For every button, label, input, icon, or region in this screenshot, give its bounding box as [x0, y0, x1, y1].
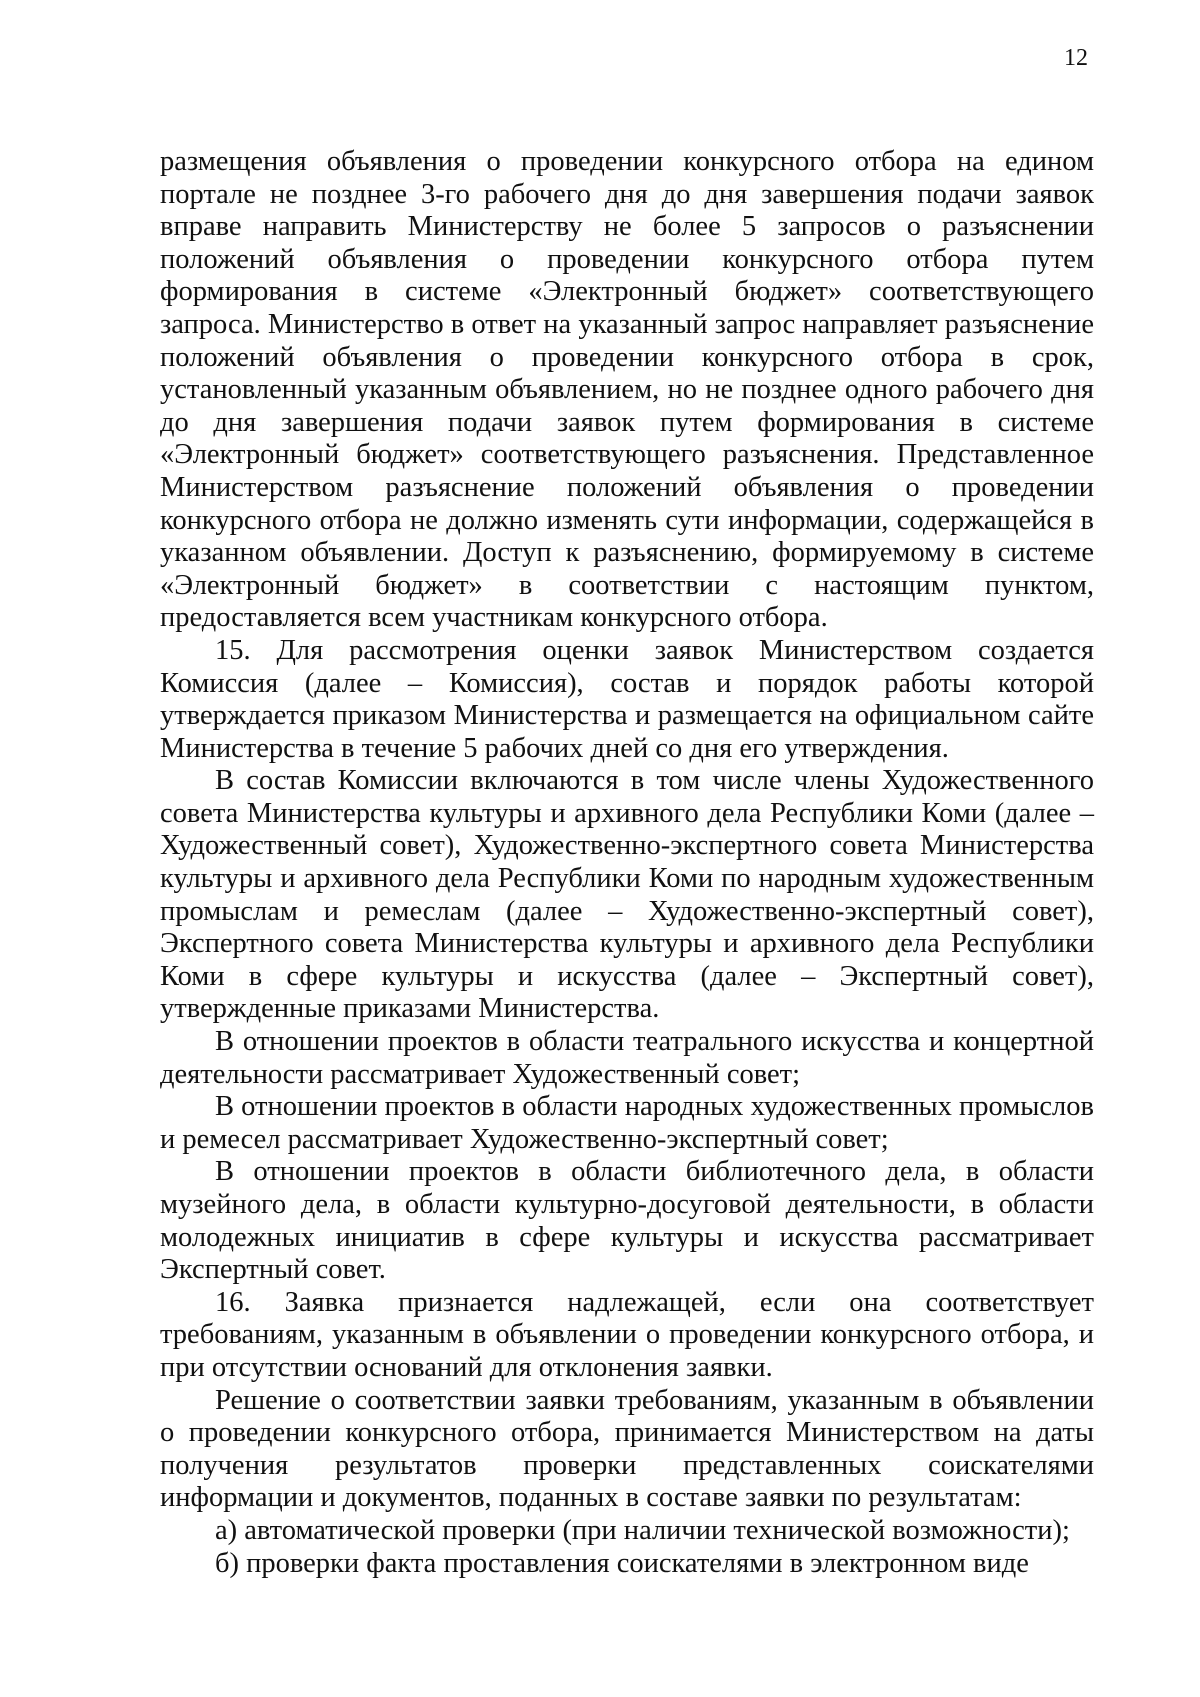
paragraph-folk-crafts-projects: В отношении проектов в области народных художественных промыслов и ремесел рассматривает Художественно-экспертный совет;	[160, 1091, 1094, 1155]
document-body	[160, 146, 1094, 1580]
paragraph-commission-composition: В состав Комиссии включаются в том числе члены Художественного совета Министерства культуры и архивного дела Республики Коми (далее – Художественный совет), Художественно-экспертного совета Министерства культуры и архивного дела Республики Коми по народным художественным промыслам и ремеслам (далее – Художественно-экспертный совет), Экспертного совета Министерства культуры и архивного дела Республики Коми в сфере культуры и искусства (далее – Экспертный совет), утвержденные приказами Министерства.	[160, 765, 1094, 1025]
page-number: 12	[1064, 45, 1088, 71]
list-item-b-signature-check: б) проверки факта проставления соискателями в электронном виде	[215, 1547, 1029, 1579]
paragraph-item-15-commission: 15. Для рассмотрения оценки заявок Министерством создается Комиссия (далее – Комиссия), состав и порядок работы которой утверждается приказом Министерства и размещается на официальном сайте Министерства в течение 5 рабочих дней со дня его утверждения.	[160, 634, 1094, 764]
paragraph-theatre-concert-projects: В отношении проектов в области театрального искусства и концертной деятельности рассматривает Художественный совет;	[160, 1026, 1094, 1090]
paragraph-item-16-proper-application: 16. Заявка признается надлежащей, если она соответствует требованиям, указанным в объявлении о проведении конкурсного отбора, и при отсутствии оснований для отклонения заявки.	[160, 1286, 1094, 1383]
list-item-a-automatic-check: а) автоматической проверки (при наличии технической возможности);	[215, 1514, 1070, 1546]
paragraph-library-museum-projects: В отношении проектов в области библиотечного дела, в области музейного дела, в области культурно-досуговой деятельности, в области молодежных инициатив в сфере культуры и искусства рассматривает Экспертный совет.	[160, 1156, 1094, 1286]
paragraph-clarification-requests: размещения объявления о проведении конкурсного отбора на едином портале не позднее 3-го рабочего дня до дня завершения подачи заявок вправе направить Министерству не более 5 запросов о разъяснении положений объявления о проведении конкурсного отбора путем формирования в системе «Электронный бюджет» соответствующего запроса. Министерство в ответ на указанный запрос направляет разъяснение положений объявления о проведении конкурсного отбора в срок, установленный указанным объявлением, но не позднее одного рабочего дня до дня завершения подачи заявок путем формирования в системе «Электронный бюджет» соответствующего разъяснения. Представленное Министерством разъяснение положений объявления о проведении конкурсного отбора не должно изменять сути информации, содержащейся в указанном объявлении. Доступ к разъяснению, формируемому в системе «Электронный бюджет» в соответствии с настоящим пунктом, предоставляется всем участникам конкурсного отбора.	[160, 146, 1094, 634]
paragraph-compliance-decision: Решение о соответствии заявки требованиям, указанным в объявлении о проведении конкурсного отбора, принимается Министерством на даты получения результатов проверки представленных соискателями информации и документов, поданных в составе заявки по результатам:	[160, 1384, 1094, 1514]
